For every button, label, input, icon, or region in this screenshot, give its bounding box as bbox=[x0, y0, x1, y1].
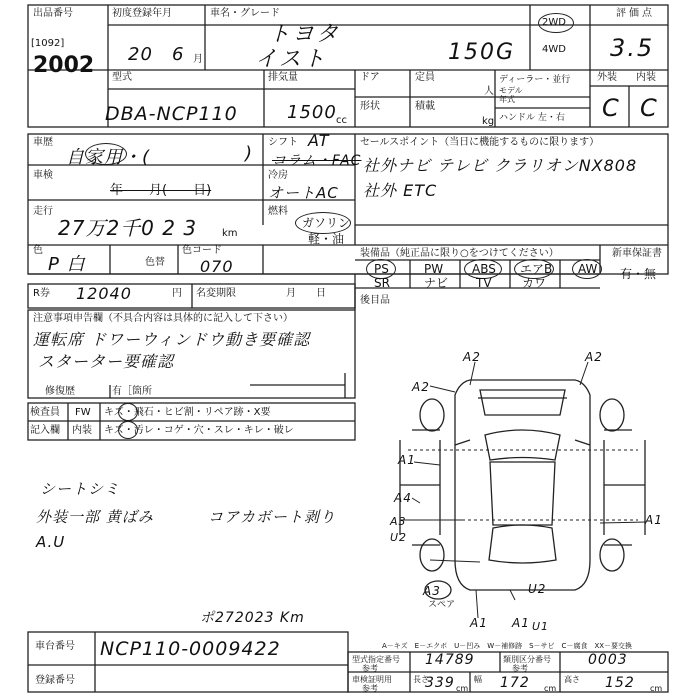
int-items: キズ・汚レ・コゲ・穴・スレ・キレ・破レ bbox=[104, 425, 294, 436]
name-label: 車名・グレード bbox=[210, 8, 280, 19]
repair-value: 有［箇所 bbox=[112, 386, 152, 397]
score-label: 評価点 bbox=[616, 8, 655, 19]
int-mark-circle bbox=[118, 421, 138, 439]
mark-u1-rear: U1 bbox=[532, 620, 550, 633]
notes-line2: スターター要確認 bbox=[38, 352, 175, 371]
damage-legend: A－キズ E－エクボ U－凹み W－補修跡 S－サビ C－腐食 XX－要交換 bbox=[382, 642, 633, 650]
reg-label: 初度登録年月 bbox=[112, 8, 172, 19]
fw-mark-circle bbox=[118, 403, 138, 421]
type-cert-value: 14789 bbox=[425, 652, 475, 668]
remark-line2: 外装一部 黄ばみ bbox=[36, 508, 154, 526]
disp-label: 排気量 bbox=[268, 72, 298, 83]
spare-label: スペア bbox=[428, 600, 456, 610]
shift-value: AT bbox=[308, 131, 330, 150]
remark-line2b: コアカボート剥り bbox=[208, 508, 336, 526]
repair-label: 修復歴 bbox=[45, 386, 75, 397]
mileage-unit: km bbox=[222, 228, 238, 239]
color-value: P 白 bbox=[48, 254, 86, 275]
fuel-diesel: 軽・油 bbox=[308, 232, 345, 246]
mileage-note: ポ272023 Km bbox=[200, 610, 305, 626]
reg-month-suffix: 月 bbox=[193, 54, 203, 65]
class-label: 類別区分番号 bbox=[503, 655, 551, 664]
equip-pw: PW bbox=[424, 262, 444, 276]
shape-label: 形状 bbox=[360, 101, 380, 112]
equip-tv: TV bbox=[476, 276, 492, 290]
lot-number: 2002 bbox=[33, 53, 95, 78]
mark-u2-left: U2 bbox=[390, 531, 408, 544]
mark-a1-rear-left: A1 bbox=[470, 616, 488, 630]
aircon-label: 冷房 bbox=[268, 170, 288, 181]
interior-label: 内装 bbox=[636, 72, 656, 83]
shift-options: コラム・FAC bbox=[272, 153, 362, 169]
model-year-label: モデル 年式 bbox=[499, 86, 523, 104]
selling-line1: 社外ナビ テレビ クラリオンNX808 bbox=[363, 156, 638, 175]
mark-a3-rear: A3 bbox=[423, 584, 441, 598]
fw-label: FW bbox=[75, 407, 91, 418]
length-unit: cm bbox=[456, 684, 469, 693]
drive-4wd: 4WD bbox=[542, 44, 566, 55]
remark-line1: シートシミ bbox=[40, 480, 121, 498]
name-change-label: 名変期限 bbox=[196, 288, 236, 299]
door-label: ドア bbox=[360, 72, 380, 83]
drive-2wd: 2WD bbox=[542, 17, 566, 28]
equip-leather: カワ bbox=[522, 276, 547, 290]
equip-navi: ナビ bbox=[424, 276, 449, 290]
disp-unit: cc bbox=[336, 115, 347, 126]
color-code-label: 色コード bbox=[182, 245, 222, 256]
mark-a2-front-right: A2 bbox=[585, 350, 603, 364]
warranty-value: 有・無 bbox=[620, 267, 657, 281]
color-code-value: 070 bbox=[200, 257, 234, 276]
remark-line3: A.U bbox=[36, 533, 66, 551]
height-unit: cm bbox=[650, 684, 663, 693]
lot-code: [1092] bbox=[31, 38, 65, 49]
rear-seat-label: 後目品 bbox=[360, 295, 390, 306]
type-cert-label: 型式指定番号 bbox=[352, 655, 400, 664]
inspector-label1: 検査員 bbox=[30, 407, 60, 418]
height-label: 高さ bbox=[564, 675, 580, 684]
equip-aw-circle bbox=[572, 259, 602, 279]
type-value: DBA-NCP110 bbox=[105, 103, 238, 125]
type-cert-sub: 参考 bbox=[362, 664, 378, 673]
type-label: 型式 bbox=[112, 72, 132, 83]
mark-a1-rear-right: A1 bbox=[512, 616, 530, 630]
mark-a4-left: A4 bbox=[394, 491, 412, 505]
inspector-label2: 記入欄 bbox=[30, 425, 60, 436]
dealer-label: ディーラー・並行 bbox=[499, 75, 571, 85]
color-label: 色 bbox=[33, 245, 43, 256]
selling-label: セールスポイント（当日に機能するものに限ります） bbox=[360, 137, 600, 148]
cert-sub: 参考 bbox=[362, 684, 378, 693]
lot-label: 出品番号 bbox=[33, 8, 73, 19]
inspect-label: 車検 bbox=[33, 170, 53, 181]
mark-a1-left: A1 bbox=[398, 453, 416, 467]
class-sub: 参考 bbox=[512, 664, 528, 673]
mileage-label: 走行 bbox=[33, 206, 53, 217]
reg-month: 6 bbox=[172, 44, 185, 65]
maker: トヨタ bbox=[268, 22, 341, 47]
width-unit: cm bbox=[544, 684, 557, 693]
mark-a1-right: A1 bbox=[645, 513, 663, 527]
inspect-value: 年 月( 日) bbox=[110, 183, 212, 198]
disp-value: 1500 bbox=[287, 102, 337, 123]
load-unit: kg bbox=[482, 116, 495, 127]
use-value: 自家用・( bbox=[66, 147, 151, 168]
chassis-value: NCP110-0009422 bbox=[100, 638, 281, 660]
width-label: 幅 bbox=[474, 675, 482, 684]
exterior-label: 外装 bbox=[597, 72, 617, 83]
notes-title: 注意事項申告欄（不具合内容は具体的に記入して下さい） bbox=[33, 313, 293, 324]
mark-a2-front-left: A2 bbox=[463, 350, 481, 364]
recycle-unit: 円 bbox=[172, 288, 182, 299]
length-value: 339 bbox=[425, 675, 455, 691]
equip-abs: ABS bbox=[472, 262, 496, 276]
recycle-value: 12040 bbox=[76, 284, 132, 303]
equip-title: 装備品（純正品に限り○をつけてください） bbox=[360, 248, 559, 259]
recycle-label: R券 bbox=[33, 288, 50, 299]
aircon-value: オートAC bbox=[268, 184, 339, 202]
handle-label: ハンドル 左・右 bbox=[499, 113, 565, 123]
fuel-gas: ガソリン bbox=[302, 216, 351, 230]
cert-label: 車検証明用 bbox=[352, 675, 392, 684]
car-diagram bbox=[400, 380, 645, 590]
fuel-label: 燃料 bbox=[268, 206, 288, 217]
score: 3.5 bbox=[610, 34, 655, 62]
interior-grade: C bbox=[640, 94, 659, 122]
fw-items: キズ・飛石・ヒビ割・リペア跡・X要 bbox=[104, 407, 271, 418]
mark-a3-left: A3 bbox=[390, 515, 407, 528]
notes-line1: 運転席 ドワーウィンドウ動き要確認 bbox=[33, 330, 311, 349]
cap-unit: 人 bbox=[484, 86, 494, 97]
length-label: 長さ bbox=[413, 675, 429, 684]
width-value: 172 bbox=[500, 675, 530, 691]
height-value: 152 bbox=[605, 675, 635, 691]
mark-u2-rear: U2 bbox=[528, 582, 547, 596]
equip-aw: AW bbox=[578, 262, 598, 276]
class-value: 0003 bbox=[588, 652, 628, 668]
mark-a2-left: A2 bbox=[412, 380, 430, 394]
int-label: 内装 bbox=[72, 425, 92, 436]
color-change-label: 色替 bbox=[145, 257, 165, 268]
name-change-value: 月 日 bbox=[286, 288, 326, 299]
mileage-value: 27万2千0 2 3 bbox=[58, 216, 198, 240]
load-label: 積載 bbox=[415, 101, 435, 112]
plate-label: 登録番号 bbox=[35, 675, 75, 686]
shift-label: シフト bbox=[268, 137, 298, 148]
use-paren-close: ) bbox=[245, 143, 254, 164]
use-label: 車歴 bbox=[33, 137, 53, 148]
equip-airbag: エアB bbox=[520, 262, 553, 276]
cap-label: 定員 bbox=[415, 72, 435, 83]
reg-year: 20 bbox=[128, 44, 153, 65]
chassis-label: 車台番号 bbox=[35, 641, 75, 652]
equip-sr: SR bbox=[374, 276, 390, 290]
grade: 150G bbox=[448, 40, 516, 65]
warranty-label: 新車保証書 bbox=[612, 248, 662, 259]
selling-line2: 社外 ETC bbox=[363, 181, 438, 200]
model-name: イスト bbox=[255, 47, 327, 72]
exterior-grade: C bbox=[602, 94, 621, 122]
equip-ps: PS bbox=[374, 262, 389, 276]
